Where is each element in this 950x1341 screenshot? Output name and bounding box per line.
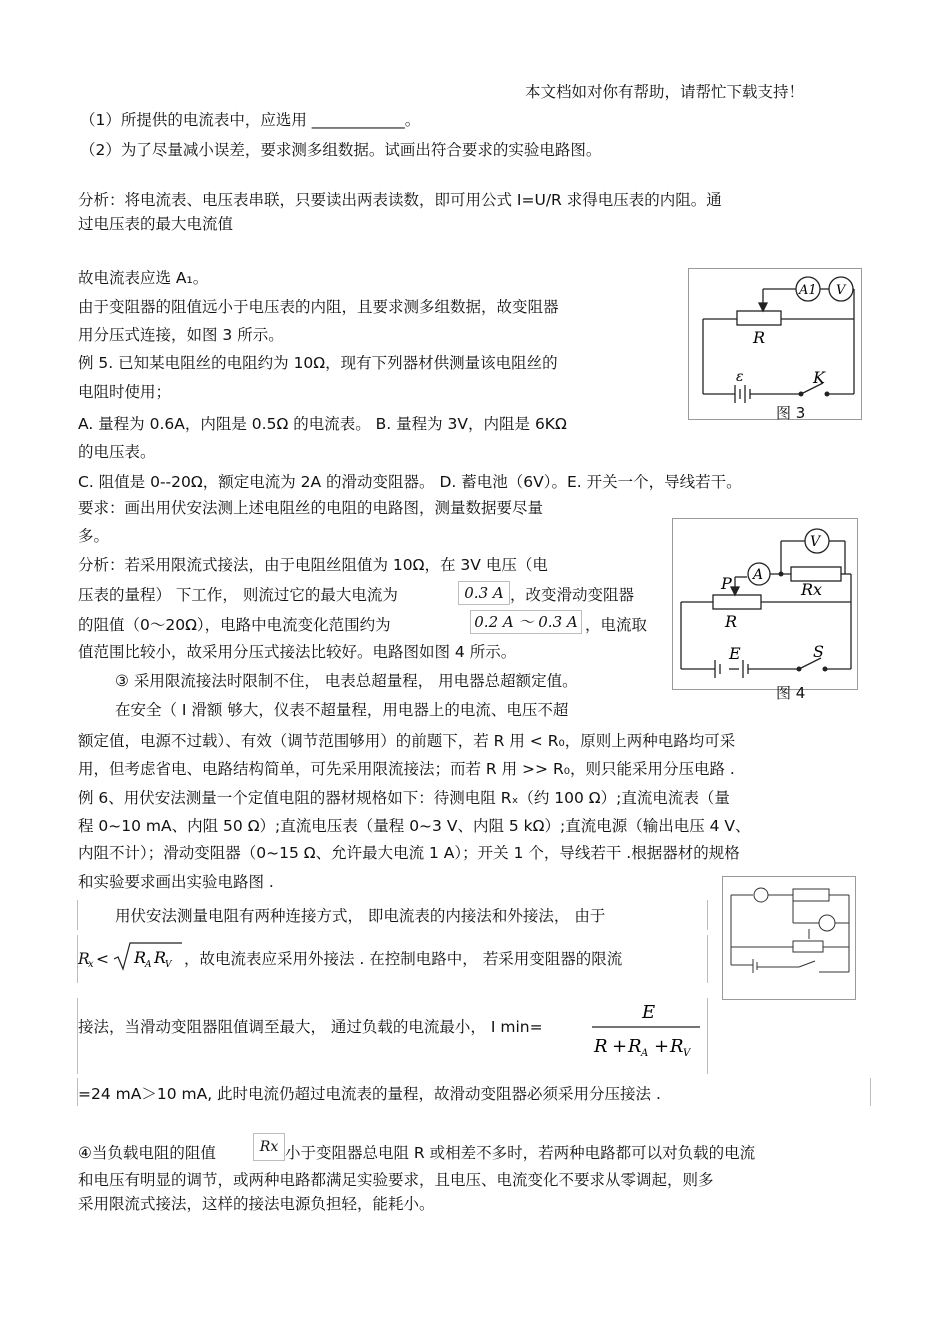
paragraph-line: 接法，当滑动变阻器阻值调至最大， 通过负载的电流最小， I min= (78, 1018, 543, 1036)
paragraph-line: 用伏安法测量电阻有两种连接方式， 即电流表的内接法和外接法， 由于 (115, 907, 606, 925)
svg-text:E: E (642, 1002, 656, 1023)
figure-example-6 (722, 876, 856, 1000)
box-border (707, 935, 708, 983)
paragraph-line: 要求：画出用伏安法测上述电阻丝的电阻的电路图，测量数据要尽量 (78, 499, 544, 517)
paragraph-line: 采用限流式接法，这样的接法电源负担轻，能耗小。 (78, 1195, 435, 1213)
cond-r-sub: x (88, 959, 94, 970)
paragraph-line: 和实验要求画出实验电路图 . (78, 873, 274, 891)
paragraph-line: =24 mA＞10 mA, 此时电流仍超过电流表的量程，故滑动变阻器必须采用分压接法 . (78, 1085, 661, 1103)
voltmeter-label: V (810, 534, 821, 550)
analysis-line-1: 分析：将电流表、电压表串联，只要读出两表读数，即可用公式 I=U/R 求得电压表的内阻。通 (78, 191, 722, 209)
current-range-formula: 0.2 A ～ 0.3 A (470, 610, 582, 634)
paragraph-line: ③ 采用限流接法时限制不住， 电表总超量程， 用电器总超额定值。 (115, 672, 578, 690)
svg-text:R: R (134, 948, 147, 967)
paragraph-line: ，故电流表应采用外接法 . 在控制电路中， 若采用变阻器的限流 (184, 950, 623, 968)
svg-text:+: + (612, 1036, 628, 1057)
emf-e-label: E (729, 644, 741, 663)
paragraph-line: 用分压式连接，如图 3 所示。 (78, 326, 284, 344)
paragraph-line: 额定值，电源不过载）、有效（调节范围够用）的前题下，若 R 用 < R₀，原则上两种电路均可采 (78, 732, 736, 750)
paragraph-line: 分析：若采用限流式接法，由于电阻丝阻值为 10Ω，在 3V 电压（电 (78, 556, 548, 574)
paragraph-line: 程 0~10 mA、内阻 50 Ω）;直流电压表（量程 0~3 V、内阻 5 kΩ）;直流电源（输出电压 4 V、 (78, 817, 751, 835)
paragraph-line: 的电压表。 (78, 443, 156, 461)
box-border (707, 900, 708, 930)
download-notice: 本文档如对你有帮助，请帮忙下载支持！ (525, 83, 805, 101)
paragraph-line: 多。 (78, 527, 110, 545)
paragraph-line: ④当负载电阻的阻值 (78, 1144, 216, 1162)
slider-p-label: P (721, 574, 732, 593)
figure-3-caption: 图 3 (776, 404, 806, 422)
paragraph-line: 电阻时使用； (78, 383, 172, 401)
rx-formula: Rx (253, 1133, 285, 1161)
circuit-diagram-3 (689, 269, 861, 419)
ammeter-label: A (753, 567, 764, 583)
switch-k-label: K (813, 368, 825, 387)
svg-text:R: R (154, 948, 167, 967)
paragraph-line: ，电流取 (585, 616, 648, 634)
figure-4 (672, 518, 858, 690)
paragraph-line: 例 5. 已知某电阻丝的电阻约为 10Ω，现有下列器材供测量该电阻丝的 (78, 354, 558, 372)
svg-text:V: V (683, 1048, 691, 1059)
paragraph-line: 例 6、用伏安法测量一个定值电阻的器材规格如下：待测电阻 Rₓ（约 100 Ω）;直流电流表（量 (78, 789, 730, 807)
paragraph-line: 压表的量程） 下工作， 则流过它的最大电流为 (78, 586, 398, 604)
paragraph-line: ，改变滑动变阻器 (510, 586, 635, 604)
paragraph-line: 用，但考虑省电、电路结构简单，可先采用限流接法；而若 R 用 >> R₀，则只能采用分压电路 . (78, 760, 735, 778)
cond-lt: < (96, 950, 109, 968)
figure-4-caption: 图 4 (776, 684, 806, 702)
box-border (870, 1078, 871, 1106)
analysis-line-2: 过电压表的最大电流值 (78, 215, 234, 233)
ammeter-a1-label: A1 (799, 283, 817, 298)
box-border (77, 900, 78, 930)
circuit-diagram-4 (673, 519, 857, 689)
paragraph-line: 值范围比较小，故采用分压式接法比较好。电路图如图 4 所示。 (78, 643, 517, 661)
paragraph-line: 的阻值（0～20Ω），电路中电流变化范围约为 (78, 616, 391, 634)
imax-formula: 0.3 A (458, 581, 510, 605)
paragraph-line: 在安全（ I 滑额 够大，仪表不超量程，用电器上的电流、电压不超 (115, 701, 569, 719)
svg-text:A: A (145, 960, 152, 970)
sqrt-formula (112, 939, 184, 973)
paragraph-line: 小于变阻器总电阻 R 或相差不多时，若两种电路都可以对负载的电流 (285, 1144, 756, 1162)
svg-text:R: R (628, 1036, 642, 1057)
question-2: （2）为了尽量减小误差，要求测多组数据。试画出符合要求的实验电路图。 (80, 141, 602, 159)
paragraph-line: 内阻不计）；滑动变阻器（0~15 Ω、允许最大电流 1 A）；开关 1 个，导线若干 .根据器材的规格 (78, 844, 740, 862)
paragraph-line: A. 量程为 0.6A，内阻是 0.5Ω 的电流表。 B. 量程为 3V，内阻是 6KΩ (78, 415, 567, 433)
emf-label: ε (736, 369, 744, 385)
resistor-r-label: R (753, 328, 766, 347)
svg-text:A: A (641, 1048, 649, 1059)
fraction-formula (590, 1000, 702, 1062)
cond-r: R (78, 950, 90, 968)
switch-s-label: S (813, 642, 824, 661)
svg-text:+: + (654, 1036, 670, 1057)
resistor-rx-label: Rx (801, 580, 823, 599)
figure-3 (688, 268, 862, 420)
voltmeter-label: V (836, 283, 846, 298)
circuit-diagram-6 (723, 877, 855, 999)
paragraph-line: 故电流表应选 A₁。 (78, 269, 209, 287)
svg-text:V: V (165, 960, 172, 970)
paragraph-line: 由于变阻器的阻值远小于电压表的内阻，且要求测多组数据，故变阻器 (78, 298, 559, 316)
resistor-r-label: R (725, 612, 738, 631)
svg-text:R: R (594, 1036, 608, 1057)
paragraph-line: 和电压有明显的调节，或两种电路都满足实验要求，且电压、电流变化不要求从零调起，则多 (78, 1171, 714, 1189)
paragraph-line: C. 阻值是 0--20Ω，额定电流为 2A 的滑动变阻器。 D. 蓄电池（6V）。E. 开关一个，导线若干。 (78, 473, 742, 491)
box-border (707, 998, 708, 1074)
question-1: （1）所提供的电流表中，应选用 ____________。 (80, 111, 421, 129)
svg-text:R: R (670, 1036, 684, 1057)
